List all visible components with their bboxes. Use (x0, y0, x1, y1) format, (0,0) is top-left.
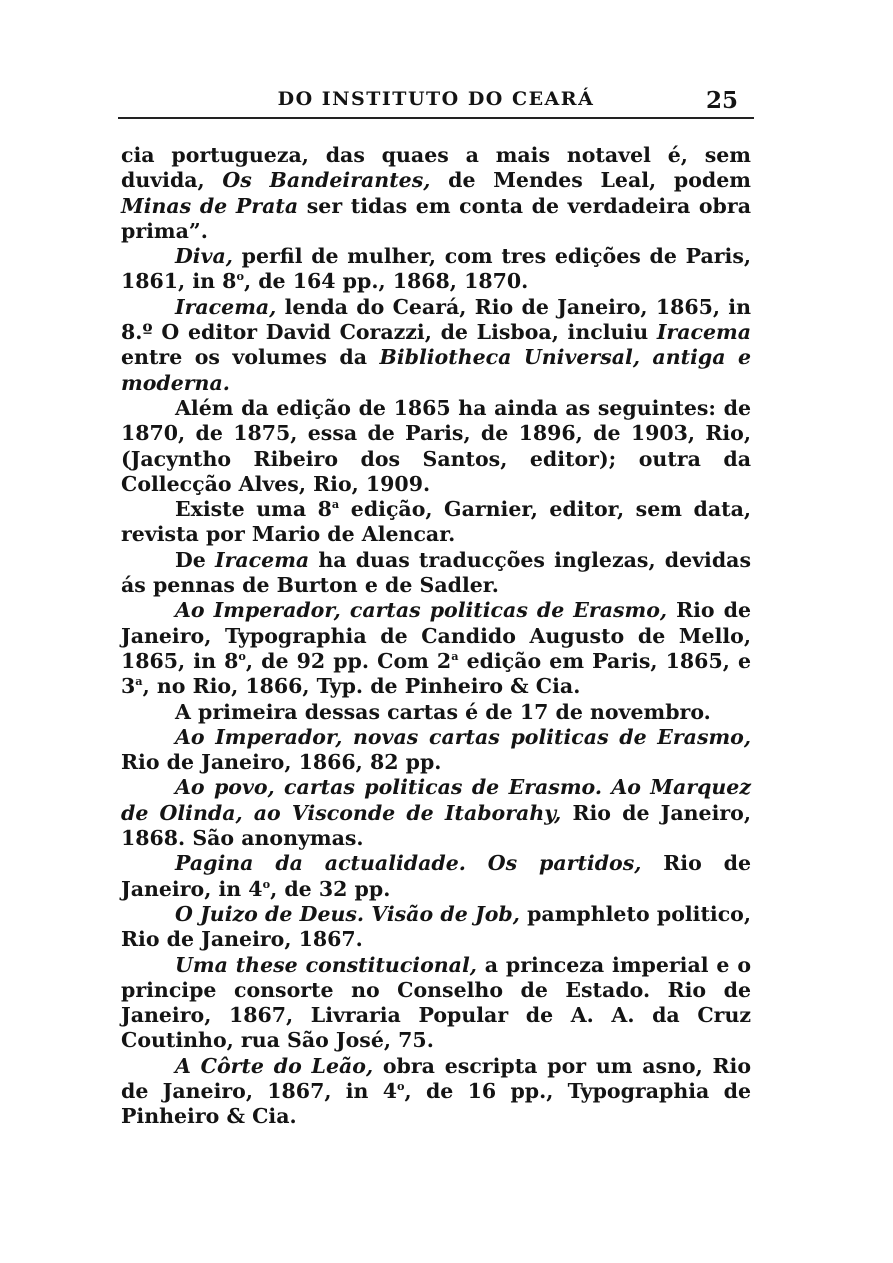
page-number: 25 (705, 87, 738, 114)
paragraph: Iracema, lenda do Ceará, Rio de Janeiro, 1865, in 8.º O editor David Corazzi, de Lisboa, incluiu Iracema entre os volumes da Bibliotheca Universal, antiga e moderna. (121, 294, 751, 395)
paragraph: Ao Imperador, cartas politicas de Erasmo, Rio de Janeiro, Typographia de Candido Augusto de Mello, 1865, in 8$^o$, de 92 pp. Com 2$^a$ edição em Paris, 1865, e 3$^a$, no Rio, 1866, Typ. de Pinheiro & Cia. (121, 598, 751, 699)
paragraph: Diva, perfil de mulher, com tres edições de Paris, 1861, in 8$^o$, de 164 pp., 1868, 1870. (121, 244, 751, 294)
paragraph: A primeira dessas cartas é de 17 de novembro. (175, 699, 711, 724)
paragraph: Ao povo, cartas politicas de Erasmo. Ao Marquez de Olinda, ao Visconde de Itaborahy, Rio de Janeiro, 1868. São anonymas. (121, 775, 751, 851)
running-head-title: DO INSTITUTO DO CEARÁ (277, 88, 595, 110)
paragraph: Ao Imperador, novas cartas politicas de Erasmo, Rio de Janeiro, 1866, 82 pp. (121, 724, 751, 775)
paragraph: A Côrte do Leão, obra escripta por um asno, Rio de Janeiro, 1867, in 4$^o$, de 16 pp., Typographia de Pinheiro & Cia. (121, 1053, 751, 1129)
paragraph: Pagina da actualidade. Os partidos, Rio de Janeiro, in 4$^o$, de 32 pp. (121, 851, 751, 901)
header-rule (118, 117, 754, 119)
paragraph: De Iracema ha duas traducções inglezas, devidas ás pennas de Burton e de Sadler. (121, 547, 751, 598)
paragraph: Além da edição de 1865 ha ainda as seguintes: de 1870, de 1875, essa de Paris, de 1896, de 1903, Rio, (Jacyntho Ribeiro dos Santos, editor); outra da Collecção Alves, Rio, 1909. (121, 395, 751, 496)
running-head (118, 88, 754, 116)
paragraph: Uma these constitucional, a princeza imperial e o principe consorte no Conselho de Estado. Rio de Janeiro, 1867, Livraria Popular de A. A. da Cruz Coutinho, rua São José, 75. (121, 952, 751, 1053)
paragraph: Existe uma 8$^a$ edição, Garnier, editor, sem data, revista por Mario de Alencar. (121, 497, 751, 547)
paragraph: O Juizo de Deus. Visão de Job, pamphleto politico, Rio de Janeiro, 1867. (121, 901, 751, 952)
paragraph: cia portugueza, das quaes a mais notavel é, sem duvida, Os Bandeirantes, de Mendes Leal, podem Minas de Prata ser tidas em conta de verdadeira obra prima”. (121, 143, 751, 243)
body-text (121, 143, 751, 1130)
